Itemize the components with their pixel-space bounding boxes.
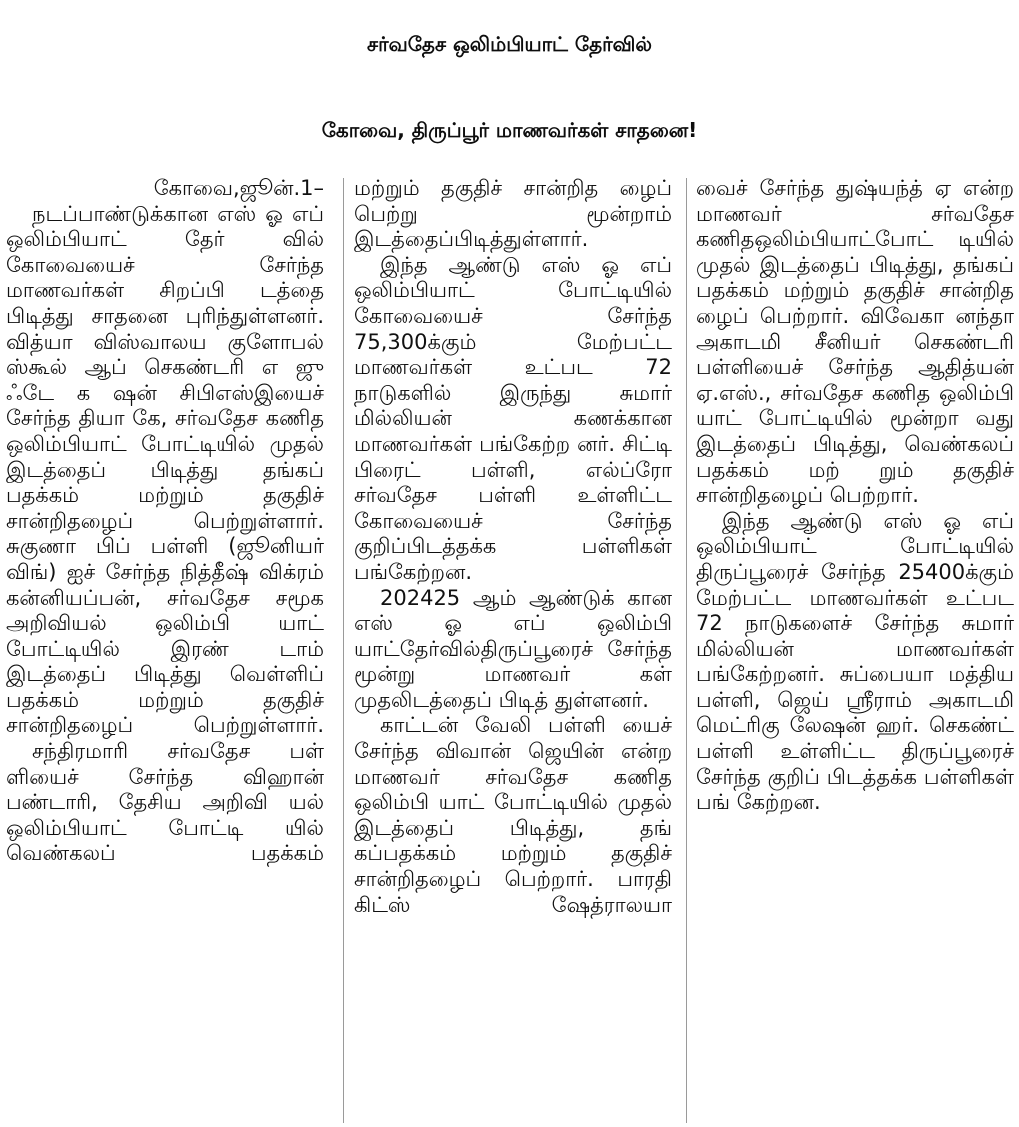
paragraph: இந்த ஆண்டு எஸ் ஓ எப் ஒலிம்பியாட் போட்டியில் திருப்பூரைச் சேர்ந்த 25400க்கும் மேற்பட்ட மாணவர்கள் உட்பட 72 நாடுகளைச் சேர்ந்த சுமார் மில்லியன் மாணவர்கள் பங்கேற்றனர். சுப்பையா மத்திய பள்ளி, ஜெய் ஸ்ரீராம் அகாடமி மெட்ரிகு லேஷன் ஹர். செகண்ட் பள்ளி உள்ளிட்ட திருப்பூரைச் சேர்ந்த குறிப் பிடத்தக்க பள்ளிகள் பங் கேற்றன. bbox=[696, 508, 1014, 815]
paragraph: மற்றும் தகுதிச் சான்றித ழைப் பெற்று மூன்றாம் இடத்தைப்பிடித்துள்ளார். bbox=[354, 176, 672, 252]
paragraph: 202425 ஆம் ஆண்டுக் கான எஸ் ஓ எப் ஒலிம்பி யாட்தேர்வில்திருப்பூரைச் சேர்ந்த மூன்று மாணவர் கள் முதலிடத்தைப் பிடித் துள்ளனர். bbox=[354, 585, 672, 712]
article-column-3 bbox=[696, 176, 1014, 1124]
article-column-2 bbox=[354, 176, 672, 1124]
paragraph: சந்திரமாரி சர்வதேச பள் ளியைச் சேர்ந்த விஹான் பண்டாரி, தேசிய அறிவி யல் ஒலிம்பியாட் போட்டி யில் வெண்கலப் பதக்கம் bbox=[6, 739, 324, 866]
paragraph: நடப்பாண்டுக்கான எஸ் ஓ எப் ஒலிம்பியாட் தேர் வில் கோவையைச் சேர்ந்த மாணவர்கள் சிறப்பி டத்தை பிடித்து சாதனை புரிந்துள்ளனர். வித்யா விஸ்வாலய குளோபல் ஸ்கூல் ஆப் செகண்டரி எ ஜு ஃடே க ஷன் சிபிஎஸ்இயைச் சேர்ந்த தியா கே, சர்வதேச கணித ஒலிம்பியாட் போட்டியில் முதல் இடத்தைப் பிடித்து தங்கப் பதக்கம் மற்றும் தகுதிச் சான்றிதழைப் பெற்றுள்ளார். சுகுணா பிப் பள்ளி (ஜூனியர் விங்) ஐச் சேர்ந்த நித்தீஷ் விக்ரம் கன்னியப்பன், சர்வதேச சமூக அறிவியல் ஒலிம்பி யாட் போட்டியில் இரண் டாம் இடத்தைப் பிடித்து வெள்ளிப் பதக்கம் மற்றும் தகுதிச் சான்றிதழைப் பெற்றுள்ளார். bbox=[6, 201, 324, 738]
column-divider bbox=[343, 178, 344, 1123]
dateline: கோவை,ஜூன்.1– bbox=[153, 176, 324, 200]
paragraph: இந்த ஆண்டு எஸ் ஓ எப் ஒலிம்பியாட் போட்டியில் கோவையைச் சேர்ந்த 75,300க்கும் மேற்பட்ட மாணவர்கள் உட்பட 72 நாடுகளில் இருந்து சுமார் மில்லியன் கணக்கான மாணவர்கள் பங்கேற்ற னர். சிட்டி பிரைட் பள்ளி, எல்ப்ரோ சர்வதேச பள்ளி உள்ளிட்ட கோவையைச் சேர்ந்த குறிப்பிடத்தக்க பள்ளிகள் பங்கேற்றன. bbox=[354, 252, 672, 584]
headline-line-1: சர்வதேச ஒலிம்பியாட் தேர்வில் bbox=[367, 32, 652, 56]
paragraph: காட்டன் வேலி பள்ளி யைச் சேர்ந்த விவான் ஜெயின் என்ற மாணவர் சர்வதேச கணித ஒலிம்பி யாட் போட்டியில் முதல் இடத்தைப் பிடித்து, தங் கப்பதக்கம் மற்றும் தகுதிச் சான்றிதழைப் பெற்றார். பாரதி கிட்ஸ் ஷேத்ராலயா bbox=[354, 713, 672, 917]
paragraph: வைச் சேர்ந்த துஷ்யந்த் ஏ என்ற மாணவர் சர்வதேச கணிதஒலிம்பியாட்போட் டியில் முதல் இடத்தைப் பிடித்து, தங்கப் பதக்கம் மற்றும் தகுதிச் சான்றித ழைப் பெற்றார். விவேகா னந்தா அகாடமி சீனியர் செகண்டரி பள்ளியைச் சேர்ந்த ஆதித்யன் ஏ.எஸ்., சர்வதேச கணித ஒலிம்பி யாட் போட்டியில் மூன்றா வது இடத்தைப் பிடித்து, வெண்கலப் பதக்கம் மற் றும் தகுதிச் சான்றிதழைப் பெற்றார். bbox=[696, 176, 1014, 508]
article-column-1 bbox=[6, 176, 324, 1124]
headline-line-2: கோவை, திருப்பூர் மாணவர்கள் சாதனை! bbox=[321, 118, 698, 142]
column-divider bbox=[686, 178, 687, 1123]
